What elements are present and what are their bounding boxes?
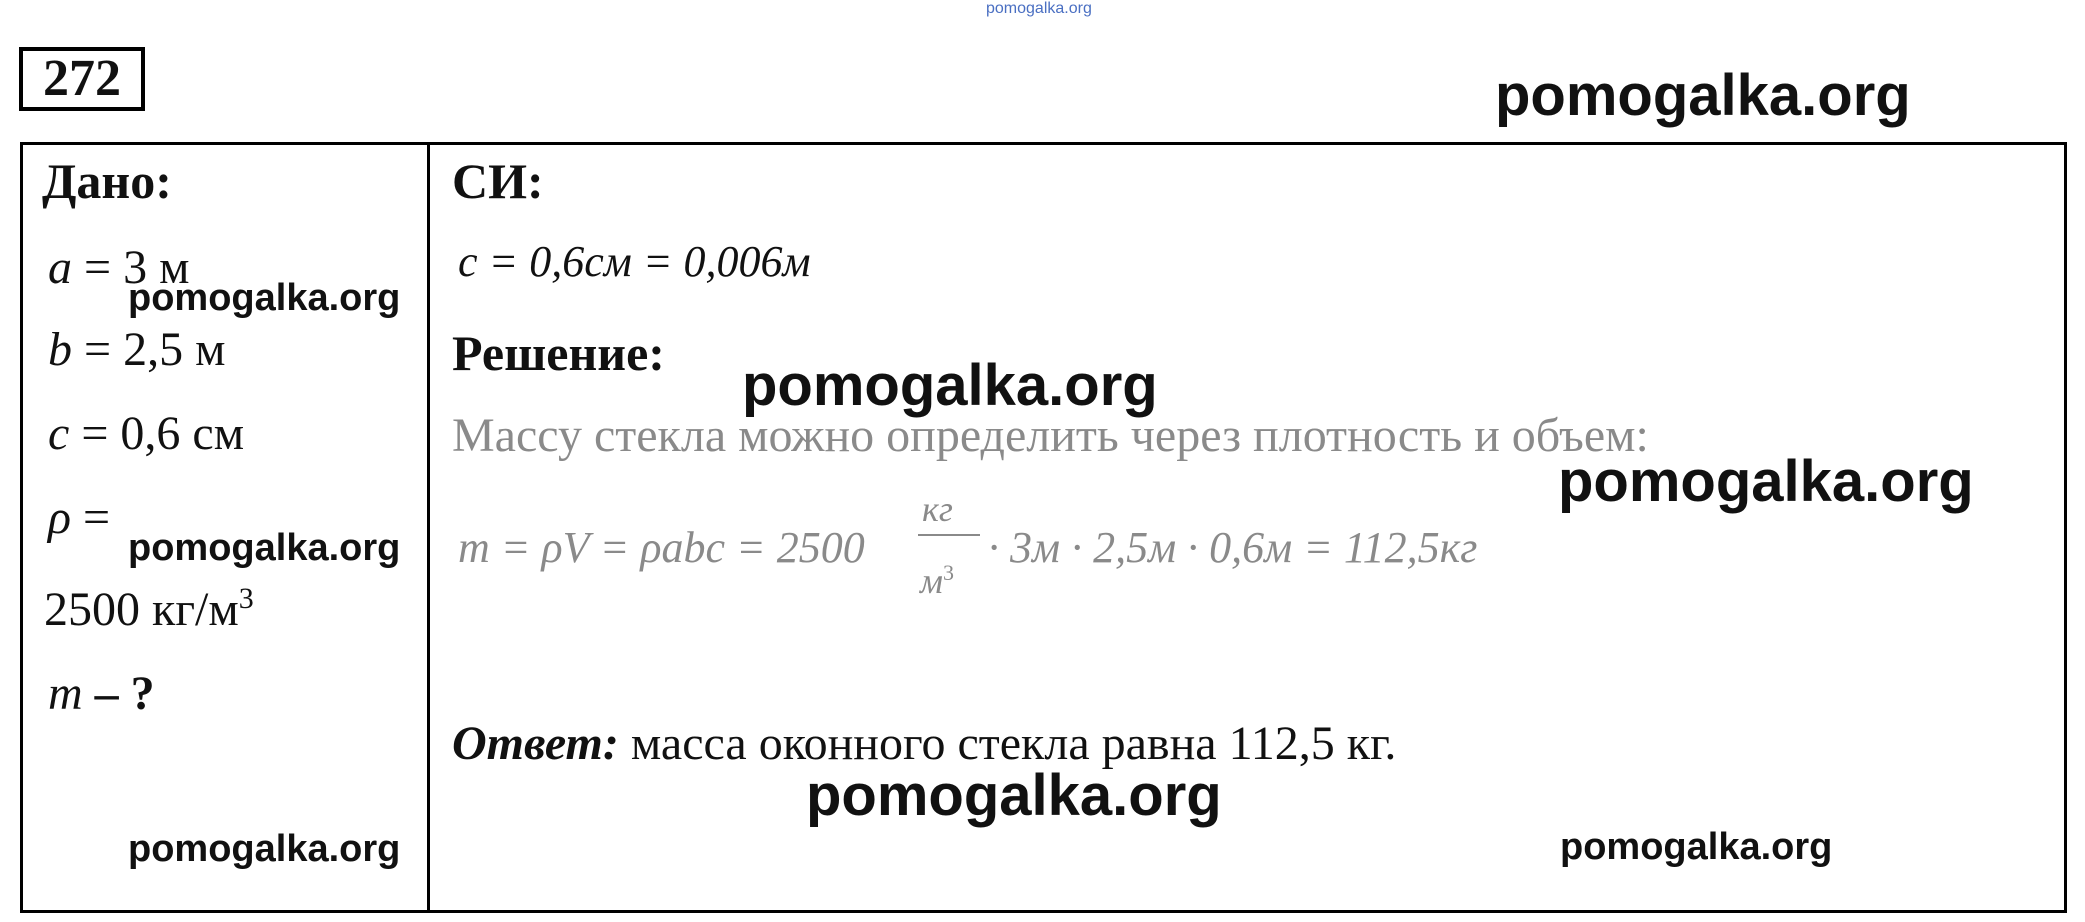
value-a: = 3 м: [84, 241, 190, 294]
watermark-3: pomogalka.org: [128, 828, 401, 870]
watermark-4: pomogalka.org: [742, 353, 1158, 418]
si-conversion: c = 0,6см = 0,006м: [458, 237, 811, 286]
value-m: – ?: [94, 667, 155, 720]
var-rho: ρ: [48, 491, 72, 544]
var-m: m: [48, 667, 83, 720]
given-heading: Дано:: [42, 153, 172, 209]
solution-heading: Решение:: [452, 325, 665, 381]
value-c: = 0,6 см: [81, 407, 245, 460]
watermark-6: pomogalka.org: [806, 763, 1222, 828]
watermark-2: pomogalka.org: [128, 527, 401, 569]
var-c: c: [48, 407, 70, 460]
column-divider: [427, 142, 430, 913]
given-rho: [48, 490, 110, 545]
watermark-1: pomogalka.org: [128, 277, 401, 319]
formula-left: m = ρV = ρabc = 2500: [458, 523, 865, 572]
given-rho-value: 2500 $кг/м^3$: [44, 582, 254, 636]
formula-right: · 3м · 2,5м · 0,6м = 112,5кг: [988, 523, 1478, 572]
given-c: [48, 406, 244, 461]
given-b: [48, 322, 225, 377]
answer-text: масса оконного стекла равна 112,5 кг.: [630, 717, 1397, 770]
watermark-5: pomogalka.org: [1558, 449, 1974, 514]
rho-equals: =: [83, 491, 111, 544]
solution-text: Массу стекла можно определить через плотность и объем:: [452, 409, 1649, 462]
problem-number: 272: [19, 47, 145, 111]
fraction-numerator: кг: [922, 489, 953, 529]
var-b: b: [48, 323, 72, 376]
site-watermark: pomogalka.org: [1495, 63, 1911, 128]
given-m: [48, 666, 155, 721]
fraction-bar: [918, 534, 980, 536]
value-b: = 2,5 м: [84, 323, 226, 376]
watermark-7: pomogalka.org: [1560, 826, 1833, 868]
si-heading: СИ:: [452, 153, 544, 209]
top-watermark: pomogalka.org: [986, 0, 1092, 17]
fraction-denominator: $м^3$: [920, 560, 954, 601]
answer-label: Ответ:: [452, 717, 619, 770]
var-a: a: [48, 241, 72, 294]
